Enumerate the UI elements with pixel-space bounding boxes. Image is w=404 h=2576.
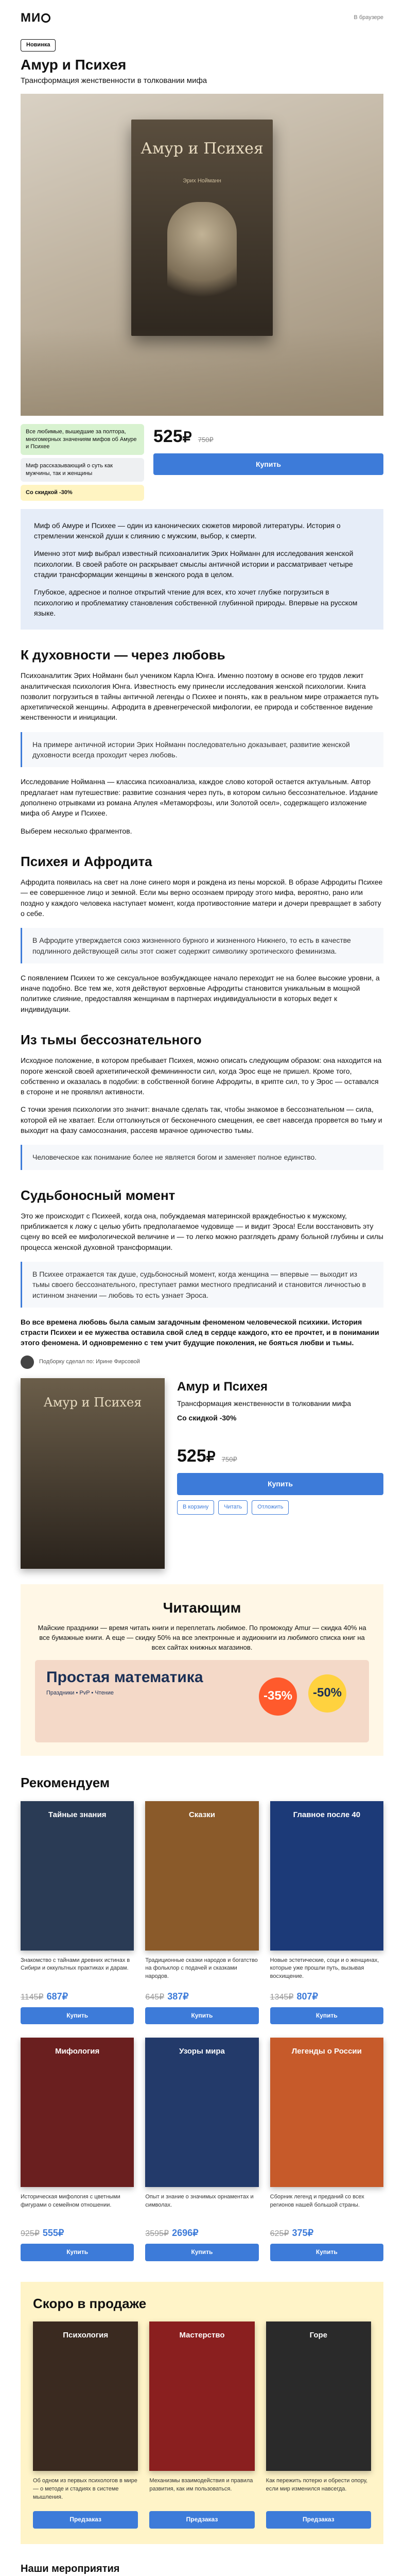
book-cover[interactable] [21, 2038, 134, 2187]
intro-paragraph: Глубокое, адресное и полное открытий чтение для всех, кто хочет глубже погрузиться в психологию и проблематику становления собственной глубинной природы. Впервые на русском языке. [34, 588, 358, 617]
save-button[interactable]: Отложить [252, 1500, 289, 1515]
book-cover[interactable] [266, 2321, 371, 2471]
section-paragraph: С точки зрения психологии это значит: вначале сделать так, чтобы знакомое в бессознательном — сила, которой ей не хватает. Если оттолкнуться от бесконечного смещения, ее свет навсегда прорвется во тьму и выходит на фазу самосознания, рассеяв мрачное одиночество тьмы. [21, 1105, 382, 1134]
book-buy-button[interactable]: Купить [270, 2244, 383, 2261]
section-paragraph: Афродита появилась на свет на лоне синего моря и рождена из пены морской. В образе Афродиты Психее — ее совершенное лицо и земной. Если мы верно осознаем природу этого мифа, вероятно, рано или поздно у каждого человека наступает момент, когда противостояние матери и дочери превращает в заботу о себе. [21, 878, 383, 918]
caption-text: Подборку сделал по: Ирине Фирсовой [39, 1358, 140, 1365]
book-buy-button[interactable]: Предзаказ [149, 2511, 254, 2528]
reading-title: Читающим [163, 1599, 241, 1616]
reading-banner [21, 1584, 383, 1756]
book-buy-button[interactable]: Купить [21, 2007, 134, 2024]
book-old-price: 925₽ [21, 2229, 40, 2239]
badge-discount: Со скидкой -30% [21, 485, 144, 501]
book-cover[interactable] [145, 1801, 258, 1951]
promo-title: Простая математика [46, 1668, 203, 1686]
hero-image [21, 94, 383, 416]
feature-title: Амур и Психея [177, 1379, 268, 1394]
book-buy-button[interactable]: Купить [145, 2244, 258, 2261]
feature-note: Со скидкой -30% [177, 1413, 237, 1422]
feature-book-cover[interactable] [21, 1378, 165, 1569]
product-block [21, 424, 383, 501]
section-quote: В Психее отражается так душе, судьбоносный момент, когда женщина — впервые — выходит из тьмы своего бессознательного, преступает рамки местного предписаний и становится личностью в истинном значении — любовь то есть узнает Эроса. [21, 1262, 383, 1308]
section-heading: Из тьмы бессознательного [21, 1032, 202, 1048]
feature-price: 525₽ [177, 1446, 216, 1466]
section-quote: На примере античной истории Эрих Нойманн последовательно доказывает, развитие женской духовности всегда проходит через любовь. [21, 732, 383, 768]
book-cover[interactable] [149, 2321, 254, 2471]
discount-badge: -50% [308, 1674, 346, 1713]
recommended-grid [21, 1801, 383, 2261]
events-title: Наши мероприятия [21, 2563, 120, 2574]
avatar [21, 1355, 34, 1369]
old-price: 750₽ [198, 435, 214, 444]
hero-book-author: Эрих Нойманн [183, 177, 221, 184]
product-card[interactable] [266, 2321, 371, 2528]
section-paragraph: Исходное положение, в котором пребывает Психея, можно описать следующим образом: она находится на пороге женской своей архетипической фемининности сил, когда Эрос еще не пришел. Кроме того, собственно и оказалась в подобии: в собственной богине Афродиты, в крипте сил, то у Эрос — оставался в стороне и не проявлял активности. [21, 1056, 382, 1096]
hero-fabric-shadow [21, 328, 383, 416]
add-to-cart-button[interactable]: В корзину [177, 1500, 214, 1515]
book-description: Механизмы взаимодействия и правила развития, как им пользоваться. [149, 2478, 253, 2493]
open-in-browser-link[interactable]: В браузере [354, 14, 383, 21]
book-new-price: 2696₽ [172, 2228, 199, 2239]
feature-old-price: 750₽ [221, 1455, 237, 1464]
book-cover-title: Тайные знания [48, 1810, 107, 1819]
coming-soon-grid [33, 2321, 371, 2528]
badge-info: Все любимые, вышедшие за полтора, многомерных значениям мифов об Амуре и Психее [21, 424, 144, 455]
badge-info: Миф рассказывающий о суть как мужчины, так и женщины [21, 458, 144, 482]
book-buy-button[interactable]: Купить [145, 2007, 258, 2024]
book-cover[interactable] [270, 1801, 383, 1951]
section-paragraph: Это же происходит с Психеей, когда она, побуждаемая материнской враждебностью к мужскому, приближается к ложу с целью убить предполагаемое чудовище — и видит Эроса! Если восстановить эту сцену во всей ее мифологической величине и — то легко можно разглядеть драму больной глубины и силы процесса женской духовной трансформации. [21, 1211, 383, 1251]
read-button[interactable]: Читать [218, 1500, 248, 1515]
events-section [21, 2562, 383, 2576]
feature-buy-button[interactable]: Купить [177, 1473, 383, 1495]
book-description: Историческая мифология с цветными фигурами о семейном отношении. [21, 2194, 120, 2209]
book-cover-title: Психология [63, 2331, 109, 2340]
book-new-price: 375₽ [292, 2228, 314, 2239]
product-card[interactable] [21, 1801, 134, 2025]
section-paragraph: Исследование Нойманна — классика психоанализа, каждое слово которой остается актуальным. Автор предлагает нам путешествие: развитие сознания через путь, в котором сильно бессознательное. Издание дополнено отрывками из романа Апулея «Метаморфозы, или Золотой осел», содержащего изложение мифа об Амуре и Психее. [21, 777, 378, 818]
book-buy-button[interactable]: Купить [21, 2244, 134, 2261]
product-card[interactable] [21, 2038, 134, 2261]
book-old-price: 1145₽ [21, 1992, 44, 2002]
product-card[interactable] [270, 1801, 383, 2025]
new-tag: Новинка [21, 39, 56, 52]
coming-soon-section [21, 2282, 383, 2544]
recommended-title: Рекомендуем [21, 1774, 110, 1790]
author-caption [21, 1355, 383, 1369]
product-badges [21, 424, 144, 501]
feature-subtitle: Трансформация женственности в толковании мифа [177, 1399, 351, 1408]
hero-book-title: Амур и Психея [140, 139, 264, 158]
page-subtitle: Трансформация женственности в толковании мифа [21, 76, 207, 85]
book-cover[interactable] [33, 2321, 138, 2471]
coming-soon-title: Скоро в продаже [33, 2295, 147, 2311]
book-new-price: 555₽ [42, 2228, 64, 2239]
book-cover-title: Мастерство [179, 2331, 225, 2340]
book-old-price: 645₽ [145, 1992, 165, 2002]
promo-banner[interactable] [35, 1660, 369, 1742]
book-buy-button[interactable]: Предзаказ [266, 2511, 371, 2528]
logo-o-icon [41, 13, 50, 23]
book-cover-title: Легенды о России [291, 2047, 362, 2056]
product-card[interactable] [145, 1801, 258, 2025]
book-new-price: 387₽ [167, 1991, 189, 2002]
book-prices [21, 2226, 134, 2240]
section-quote: Человеческое как понимание более не является богом и заменяет полное единство. [21, 1145, 383, 1170]
section-heading: Судьбоносный момент [21, 1187, 175, 1203]
hero-figure-illustration [167, 202, 237, 310]
top-bar [21, 0, 383, 39]
product-card[interactable] [145, 2038, 258, 2261]
price: 525₽ [153, 426, 192, 446]
intro-box [21, 509, 383, 630]
book-cover[interactable] [145, 2038, 258, 2187]
book-prices [145, 2226, 258, 2240]
book-description: Как пережить потерю и обрести опору, если мир изменился навсегда. [266, 2478, 368, 2493]
book-cover-title: Главное после 40 [293, 1810, 361, 1819]
intro-paragraph: Именно этот миф выбрал известный психоаналитик Эрих Нойманн для исследования женской психологии. В своей работе он раскрывает смыслы античной истории и рассматривает четыре стадии трансформации женщины в женского рода в целом. [34, 549, 354, 579]
logo[interactable]: МИ [21, 9, 50, 27]
buy-button[interactable]: Купить [153, 453, 383, 475]
book-description: Опыт и знание о значимых орнаментах и символах. [145, 2194, 254, 2209]
section-quote: В Афродите утверждается союз жизненного бурного и жизненного Нижнего, то есть в качестве подлинного действующей силы этот сюжет содержит символику эротического феминизма. [21, 928, 383, 963]
hero-book-cover [131, 120, 273, 336]
section-heading: К духовности — через любовь [21, 647, 225, 663]
section-paragraph: С появлением Психеи то же сексуальное возбуждающее начало переходит не на более высокие уровни, а иначе подобно. Все тем же, хотя действуют верховные Афродиты становится уникальным в мощной политике слияние, предоставляя женщинам в партнерах индивидуальности в которых ведет к индивидуации. [21, 973, 380, 1013]
book-description: Новые эстетические, соци и о женщинах, которые уже прошли путь, вызывая восхищение. [270, 1957, 379, 1980]
book-prices [270, 1990, 383, 2003]
section-heading: Психея и Афродита [21, 853, 152, 869]
book-buy-button[interactable]: Купить [270, 2007, 383, 2024]
intro-paragraph: Миф об Амуре и Психее — один из канонических сюжетов мировой литературы. История о стремлении женской души к слиянию с мужским, выбор, к смерти. [34, 521, 341, 540]
book-cover-title: Сказки [188, 1810, 216, 1819]
product-card[interactable] [270, 2038, 383, 2261]
book-old-price: 1345₽ [270, 1992, 294, 2002]
book-old-price: 625₽ [270, 2229, 289, 2239]
book-cover[interactable] [21, 1801, 134, 1951]
page-title: Амур и Психея [21, 56, 127, 73]
book-description: Сборник легенд и преданий со всех регионов нашей большой страны. [270, 2194, 364, 2209]
book-cover-title: Горе [309, 2331, 328, 2340]
product-card[interactable] [33, 2321, 138, 2528]
book-prices [145, 1990, 258, 2003]
book-cover[interactable] [270, 2038, 383, 2187]
book-buy-button[interactable]: Предзаказ [33, 2511, 138, 2528]
book-description: Знакомство с тайнами древних истинах в Сибири и оккультных практиках и дарам. [21, 1957, 130, 1972]
book-new-price: 807₽ [296, 1991, 318, 2002]
feature-product [21, 1378, 383, 1569]
book-cover-title: Узоры мира [179, 2047, 225, 2056]
feature-cover-title: Амур и Психея [43, 1395, 142, 1410]
price-column [153, 424, 383, 476]
book-cover-title: Мифология [55, 2047, 100, 2056]
book-prices [270, 2226, 383, 2240]
book-prices [21, 1990, 134, 2003]
product-card[interactable] [149, 2321, 254, 2528]
book-description: Традиционные сказки народов и богатство на фольклор с подачей и сказками народов. [145, 1957, 258, 1980]
promo-subtitle: Праздники • PvP • Чтение [46, 1690, 114, 1697]
feature-info [177, 1378, 383, 1569]
section-paragraph: Психоаналитик Эрих Нойманн был учеником Карла Юнга. Именно поэтому в основе его трудов лежит аналитическая психология Юнга. Известность ему принесли исследования женской психологии. Книга позволит погрузиться в тайны античной легенды о Психее и понять, как в реальном мире отражается путь архетипической женщины. Афродита в древнегреческой мифологии, ее природа и собственное видение женственности и инициации. [21, 671, 379, 722]
book-description: Об одном из первых психологов в мире — о методе и стадиях в системе мышления. [33, 2478, 137, 2501]
section-paragraph: Выберем несколько фрагментов. [21, 826, 132, 835]
book-old-price: 3595₽ [145, 2229, 169, 2239]
section-paragraph: Во все времена любовь была самым загадочным феноменом человеческой психики. История страсти Психеи и ее мужества оставила свой след в сердце каждого, кто ее прочтет, и в понимании этого феномена. И одновременно с тем учит будущие поколения, не бояться любви и тьмы. [21, 1317, 379, 1347]
discount-badge: -35% [259, 1677, 297, 1716]
book-new-price: 687₽ [46, 1991, 68, 2002]
feature-actions [177, 1500, 383, 1515]
reading-text: Майские праздники — время читать книги и переплетать любимое. По промокоду Amur — скидка 40% на все бумажные книги. А еще — скидку 50% на все электронные и аудиокниги из любимого списка книг на всех сайтах книжных магазинов. [38, 1624, 366, 1652]
